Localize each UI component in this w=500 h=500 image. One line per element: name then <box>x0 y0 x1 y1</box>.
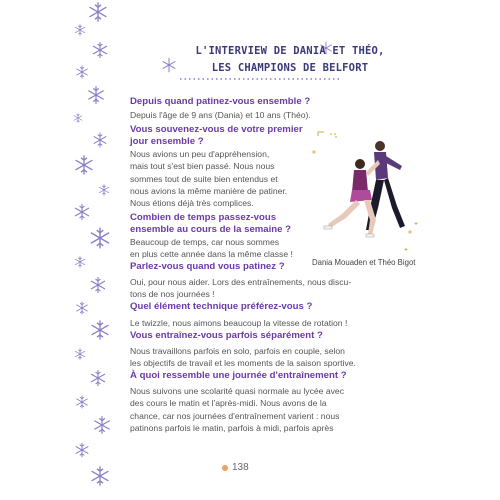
page-number-dot <box>222 465 228 471</box>
question-3: Combien de temps passez-vous ensemble au cours de la semaine ? <box>130 212 292 235</box>
answer-7: Nous suivons une scolarité quasi normale au lycée avec des cours le matin et l'après-midi. Nous avons de la chance, car nos journées d'entraînement varient : nous patinons parfois le matin, parfois à midi, parfois après <box>130 386 345 433</box>
answer-2: Nous avions un peu d'appréhension, mais tout s'est bien passé. Nous nous sommes tout de suite bien entendus et nous avions la même manière de patiner. Nous étions déjà très complices. <box>130 149 288 209</box>
answer-5: Le twizzle, nous aimons beaucoup la vitesse de rotation ! <box>130 318 348 328</box>
snowflake-border <box>70 0 122 500</box>
question-5: Quel élément technique préférez-vous ? <box>130 301 313 312</box>
answer-6: Nous travaillons parfois en solo, parfois en couple, selon les objectifs de travail et les moments de la saison sportive. <box>130 346 356 369</box>
answer-4: Oui, pour nous aider. Lors des entraînements, nous discu- tons de nos journées ! <box>130 277 352 300</box>
article-title-line2: LES CHAMPIONS DE BELFORT <box>211 62 369 74</box>
answer-1: Depuis l'âge de 9 ans (Dania) et 10 ans (Théo). <box>130 110 311 120</box>
answer-3: Beaucoup de temps, car nous sommes en plus cette année dans la même classe ! <box>130 237 293 260</box>
question-1: Depuis quand patinez-vous ensemble ? <box>130 96 311 107</box>
page-number: 138 <box>232 462 249 473</box>
question-7: À quoi ressemble une journée d'entraînement ? <box>130 370 347 381</box>
article-title-line1: L'INTERVIEW DE DANIA ET THÉO, <box>195 45 385 57</box>
skaters-photo <box>310 130 420 260</box>
question-6: Vous entraînez-vous parfois séparément ? <box>130 330 323 341</box>
question-2: Vous souvenez-vous de votre premier jour ensemble ? <box>130 124 303 147</box>
photo-caption: Dania Mouaden et Théo Bigot <box>312 258 416 267</box>
question-4: Parlez-vous quand vous patinez ? <box>130 261 285 272</box>
title-dotted-divider <box>180 77 340 81</box>
